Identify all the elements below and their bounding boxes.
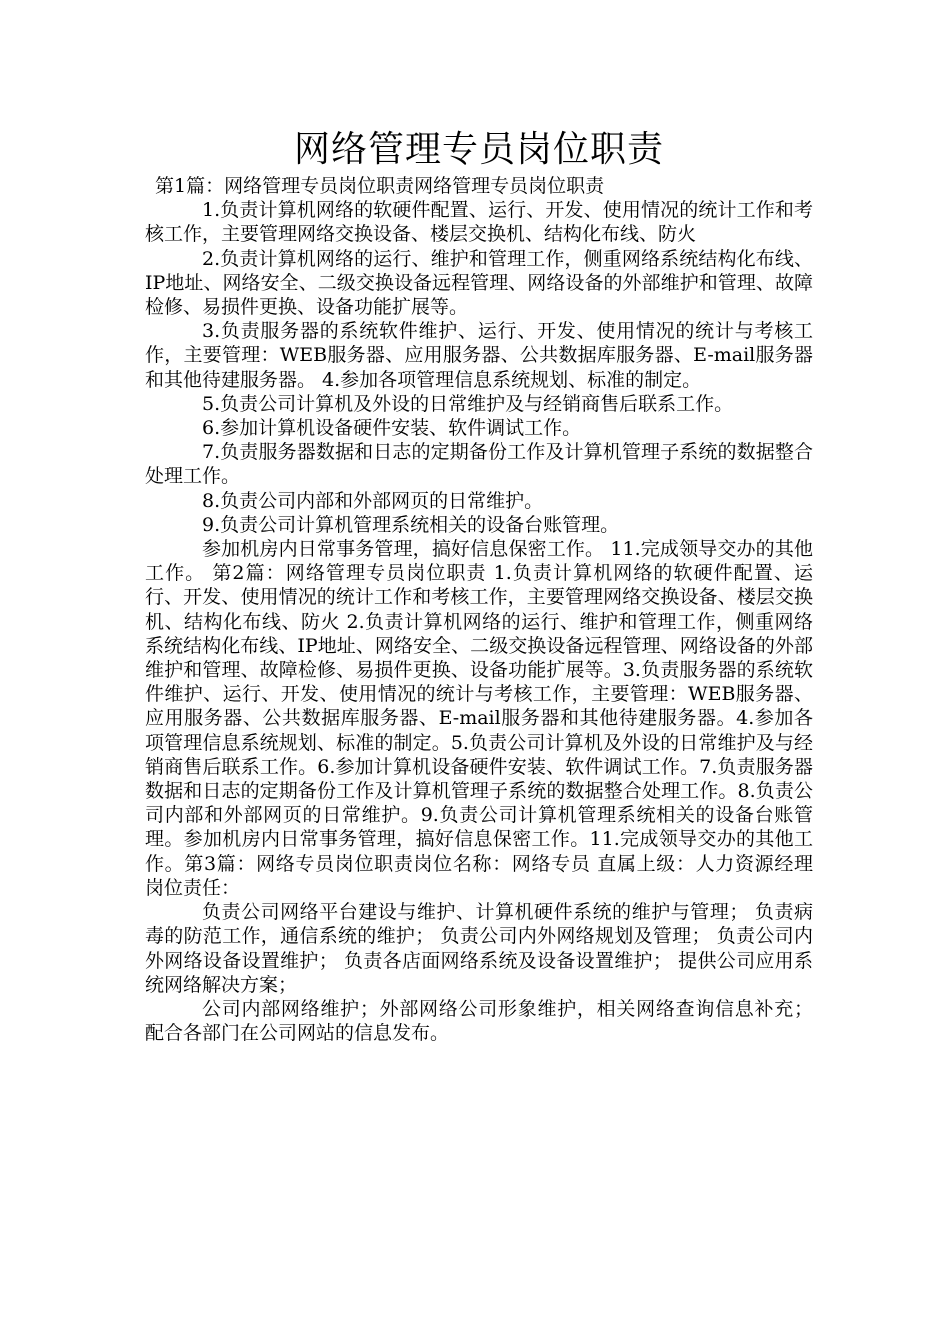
paragraph-5: 5.负责公司计算机及外设的日常维护及与经销商售后联系工作。: [202, 392, 734, 415]
document-page: [145, 128, 813, 1045]
paragraph-4: 3.负责服务器的系统软件维护、运行、开发、使用情况的统计与考核工作，主要管理：WEB服务器、应用服务器、公共数据库服务器、E-mail服务器和其他待建服务器。 4.参加各项管理信息系统规划、标准的制定。: [145, 320, 813, 391]
paragraph-7: 7.负责服务器数据和日志的定期备份工作及计算机管理子系统的数据整合处理工作。: [145, 441, 813, 488]
paragraph-3: 2.负责计算机网络的运行、维护和管理工作，侧重网络系统结构化布线、IP地址、网络安全、二级交换设备远程管理、网络设备的外部维护和管理、故障检修、易损件更换、设备功能扩展等。: [145, 247, 813, 319]
paragraph-1: 第1篇：网络管理专员岗位职责网络管理专员岗位职责: [155, 175, 605, 197]
paragraph-6: 6.参加计算机设备硬件安装、软件调试工作。: [202, 417, 582, 440]
document-title: 网络管理专员岗位职责: [293, 129, 664, 170]
paragraph-11: 负责公司网络平台建设与维护、计算机硬件系统的维护与管理； 负责病毒的防范工作，通信系统的维护； 负责公司内外网络规划及管理； 负责公司内外网络设备设置维护； 负责各店面网络系统及设备设置维护； 提供公司应用系统网络解决方案；: [145, 901, 813, 996]
paragraph-10: 参加机房内日常事务管理，搞好信息保密工作。 11.完成领导交办的其他工作。 第2篇：网络管理专员岗位职责 1.负责计算机网络的软硬件配置、运行、开发、使用情况的统计工作和考核工作，主要管理网络交换设备、楼层交换机、结构化布线、防火 2.负责计算机网络的运行、维护和管理工作，侧重网络系统结构化布线、IP地址、网络安全、二级交换设备远程管理、网络设备的外部维护和管理、故障检修、易损件更换、设备功能扩展等。3.负责服务器的系统软件维护、运行、开发、使用情况的统计与考核工作，主要管理：WEB服务器、应用服务器、公共数据库服务器、E-mail服务器和其他待建服务器。4.参加各项管理信息系统规划、标准的制定。5.负责公司计算机及外设的日常维护及与经销商售后联系工作。6.参加计算机设备硬件安装、软件调试工作。7.负责服务器数据和日志的定期备份工作及计算机管理子系统的数据整合处理工作。8.负责公司内部和外部网页的日常维护。9.负责公司计算机管理系统相关的设备台账管理。参加机房内日常事务管理，搞好信息保密工作。11.完成领导交办的其他工作。第3篇：网络专员岗位职责岗位名称：网络专员 直属上级：人力资源经理 岗位责任：: [145, 538, 813, 899]
paragraph-8: 8.负责公司内部和外部网页的日常维护。: [202, 489, 544, 512]
paragraph-2: 1.负责计算机网络的软硬件配置、运行、开发、使用情况的统计工作和考核工作，主要管理网络交换设备、楼层交换机、结构化布线、防火: [145, 199, 813, 246]
paragraph-12: 公司内部网络维护；外部网络公司形象维护，相关网络查询信息补充； 配合各部门在公司网站的信息发布。: [145, 997, 813, 1045]
paragraph-9: 9.负责公司计算机管理系统相关的设备台账管理。: [202, 513, 620, 536]
